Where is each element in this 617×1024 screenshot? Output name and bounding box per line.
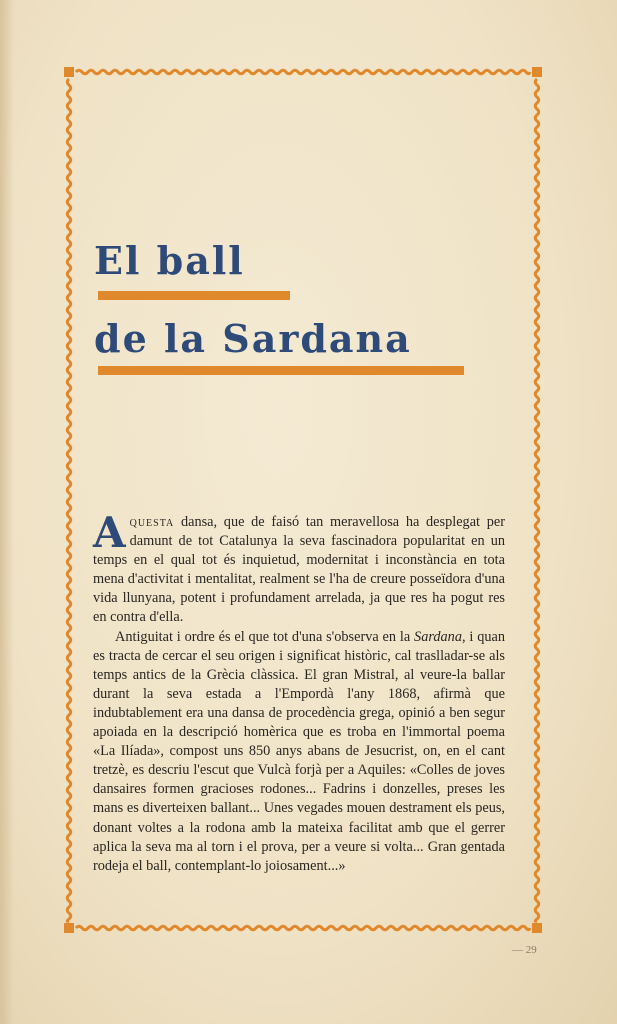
drop-cap: A	[93, 508, 126, 557]
border-left	[67, 79, 71, 921]
corner-bottom-right	[532, 923, 542, 933]
page-number: — 29	[512, 944, 537, 956]
corner-top-left	[64, 67, 74, 77]
paragraph-2-italic: Sardana	[414, 628, 462, 645]
corner-bottom-left	[64, 923, 74, 933]
border-top	[76, 70, 530, 74]
paragraph-2-start: Antiguitat i ordre és el que tot d'una s'observa en la	[115, 628, 415, 645]
page-spine-shadow	[0, 0, 14, 1024]
title-line-2: de la Sardana	[94, 316, 412, 361]
border-right	[535, 79, 539, 921]
lead-word: questa	[129, 514, 175, 530]
paragraph-1	[93, 508, 505, 628]
paragraph-2	[93, 628, 505, 876]
title-underline-1	[98, 291, 290, 300]
paragraph-1-text: dansa, que de faisó tan meravellosa ha desplegat per damunt de tot Catalunya la seva fascinadora popularitat en un temps en el qual tot és inquietud, modernitat i inconstància en tota mena d'activitat i mentalitat, realment se l'ha de creure posseïdora d'una vida llunyana, potent i profundament arrelada, ja que res ha pogut res en contra d'ella.	[93, 514, 505, 626]
corner-top-right	[532, 67, 542, 77]
border-bottom	[76, 926, 530, 930]
title-line-1: El ball	[94, 238, 245, 283]
article-body	[93, 508, 505, 876]
title-underline-2	[98, 366, 464, 375]
paragraph-2-text: , i quan es tracta de cercar el seu origen i significat històric, cal traslladar-se als temps antics de la Grècia clàssica. El gran Mistral, al veure-la ballar durant la seva estada a l'Empordà l'any 1868, afirmà que indubtablement era una dansa de procedència grega, opinió a ben segur apoiada en la descripció homèrica que es troba en l'immortal poema «La Ilíada», compost uns 850 anys abans de Jesucrist, on, en el cant tretzè, es descriu l'escut que Vulcà forjà per a Aquiles: «Colles de joves dansaires formen gracioses rodones... Fadrins i donzelles, preses les mans es diverteixen ballant... Unes vegades mouen destrament els peus, donant voltes a la rodona amb la mateixa facilitat amb que el gerrer aplica la seva ma al torn i el prova, per a veure si volta... Gran gentada rodeja el ball, contemplant-lo joiosament...»	[93, 628, 505, 874]
